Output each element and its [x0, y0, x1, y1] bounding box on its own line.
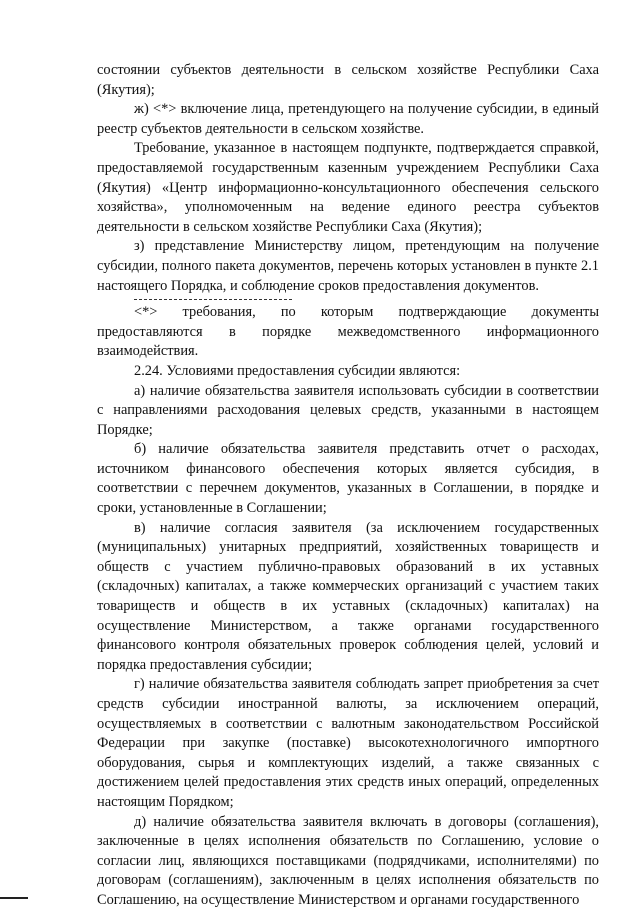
- document-body: [97, 61, 599, 911]
- paragraph-item-g: г) наличие обязательства заявителя соблюдать запрет приобретения за счет средств субсидии иностранной валюты, за исключением операций, осуществляемых в соответствии с валютным законодательством Российской Федерации при закупке (поставке) высокотехнологичного импортного оборудования, сырья и комплектующих изделий, а также связанных с достижением целей предоставления этих средств иных операций, определенных настоящим Порядком;: [97, 676, 599, 810]
- scan-edge-mark: [0, 897, 28, 899]
- paragraph-item-d: д) наличие обязательства заявителя включать в договоры (соглашения), заключенные в целях исполнения обязательств по Соглашению, условие о согласии лиц, являющихся поставщиками (подрядчиками, исполнителями) по договорам (соглашениям), заключенным в целях исполнения обязательств по Соглашению, на осуществление Министерством и органами государственного: [97, 813, 599, 908]
- paragraph-item-v: в) наличие согласия заявителя (за исключением государственных (муниципальных) унитарных предприятий, хозяйственных товариществ и обществ с участием публично-правовых образований в их уставных (складочных) капиталах, а также коммерческих организаций с участием таких товариществ и обществ в их уставных (складочных) капиталах) на осуществление Министерством, а также органами государственного финансового контроля обязательных проверок соблюдения целей, условий и порядка предоставления субсидии;: [97, 519, 599, 673]
- paragraph-item-z: з) представление Министерству лицом, претендующим на получение субсидии, полного пакета документов, перечень которых установлен в пункте 2.1 настоящего Порядка, и соблюдение сроков предоставления документов.: [97, 238, 599, 294]
- footnote-text: <*> требования, по которым подтверждающие документы предоставляются в порядке межведомственного информационного взаимодействия.: [97, 304, 599, 360]
- footnote-divider: [134, 299, 292, 300]
- paragraph-continuation: состоянии субъектов деятельности в сельском хозяйстве Республики Саха (Якутия);: [97, 62, 599, 98]
- paragraph-requirement: Требование, указанное в настоящем подпункте, подтверждается справкой, предоставляемой государственным казенным учреждением Республики Саха (Якутия) «Центр информационно-консультационного обеспечения сельского хозяйства», уполномоченным на ведение единого реестра субъектов деятельности в сельском хозяйстве Республики Саха (Якутия);: [97, 140, 599, 235]
- paragraph-item-zh: ж) <*> включение лица, претендующего на получение субсидии, в единый реестр субъектов деятельности в сельском хозяйстве.: [97, 101, 599, 137]
- paragraph-item-b: б) наличие обязательства заявителя представить отчет о расходах, источником финансового обеспечения которых является субсидия, в соответствии с перечнем документов, указанных в Соглашении, в порядке и сроки, установленные в Соглашении;: [97, 441, 599, 517]
- paragraph-item-a: а) наличие обязательства заявителя использовать субсидии в соответствии с направлениями расходования целевых средств, указанными в настоящем Порядке;: [97, 382, 599, 438]
- section-heading-2-24: 2.24. Условиями предоставления субсидии являются:: [134, 362, 461, 379]
